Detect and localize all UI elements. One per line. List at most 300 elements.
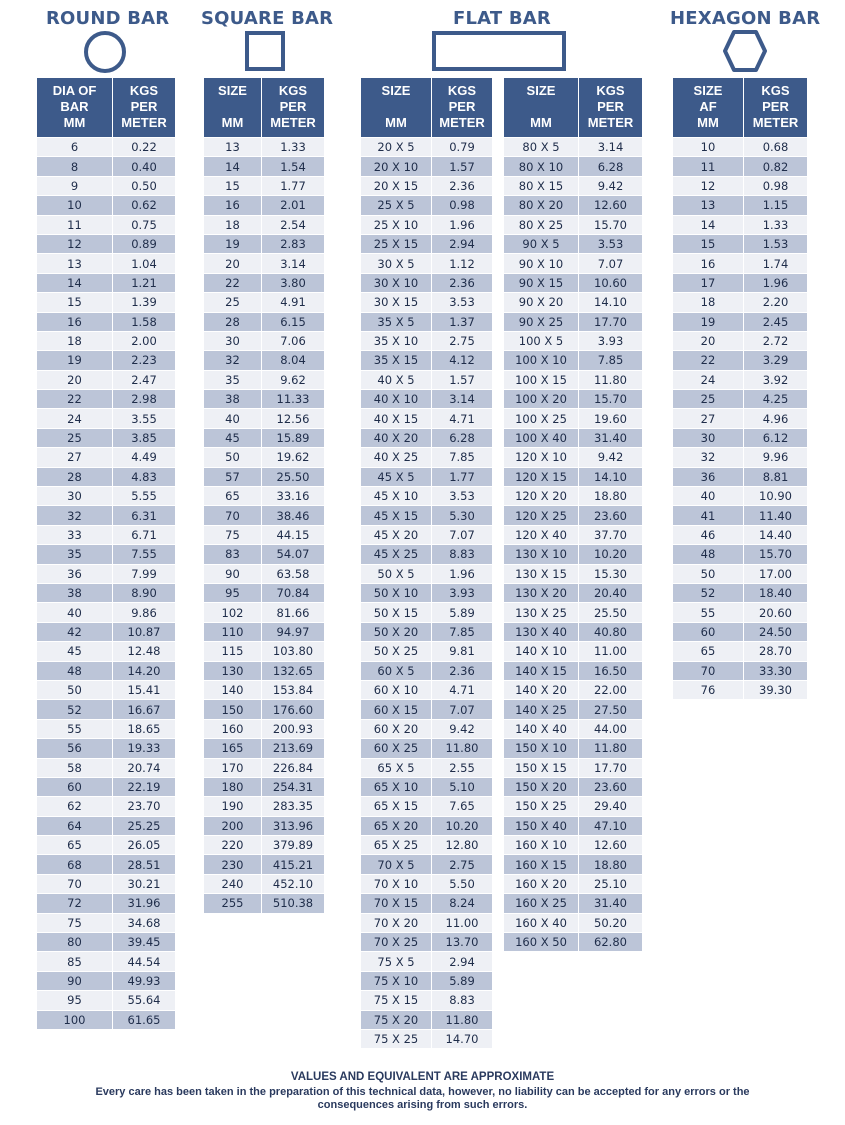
size-cell: 65 xyxy=(37,836,112,855)
disclaimer-text: Every care has been taken in the preparation of this technical data, however, no liability can be accepted for any errors or the consequences arising from such errors. xyxy=(95,1086,750,1111)
size-cell: 45 X 20 xyxy=(361,526,431,545)
size-cell: 14 xyxy=(37,274,112,293)
size-cell: 35 X 5 xyxy=(361,313,431,332)
weight-cell: 62.80 xyxy=(579,933,642,952)
weight-cell: 0.79 xyxy=(432,138,492,157)
weight-cell: 2.54 xyxy=(262,216,324,235)
weight-cell: 7.07 xyxy=(579,254,642,273)
table-row xyxy=(504,235,642,254)
table-row xyxy=(504,371,642,390)
size-cell: 60 X 5 xyxy=(361,662,431,681)
weight-cell: 3.14 xyxy=(432,390,492,409)
size-cell: 200 xyxy=(204,817,261,836)
size-cell: 160 X 15 xyxy=(504,855,578,874)
table-row xyxy=(37,487,175,506)
size-cell: 16 xyxy=(204,196,261,215)
size-cell: 65 xyxy=(673,642,743,661)
size-cell: 14 xyxy=(204,157,261,176)
weight-cell: 9.42 xyxy=(579,448,642,467)
table-row xyxy=(504,720,642,739)
table-row xyxy=(361,254,492,273)
size-cell: 100 X 5 xyxy=(504,332,578,351)
table-row xyxy=(37,720,175,739)
size-cell: 18 xyxy=(37,332,112,351)
weight-cell: 19.60 xyxy=(579,409,642,428)
weight-cell: 11.80 xyxy=(432,1011,492,1030)
size-cell: 70 X 25 xyxy=(361,933,431,952)
table-row xyxy=(673,157,807,176)
table-row xyxy=(37,662,175,681)
size-cell: 56 xyxy=(37,739,112,758)
weight-cell: 6.28 xyxy=(432,429,492,448)
table-row xyxy=(361,409,492,428)
weight-cell: 1.96 xyxy=(744,274,807,293)
table-row xyxy=(204,565,324,584)
size-cell: 19 xyxy=(204,235,261,254)
flat-bar-table-1 xyxy=(360,78,493,1049)
size-cell: 150 X 40 xyxy=(504,817,578,836)
table-row xyxy=(361,274,492,293)
table-row xyxy=(37,914,175,933)
size-cell: 35 xyxy=(204,371,261,390)
flat1-header-size: SIZE MM xyxy=(361,78,431,138)
weight-cell: 1.53 xyxy=(744,235,807,254)
table-row xyxy=(361,623,492,642)
size-cell: 58 xyxy=(37,759,112,778)
weight-cell: 3.14 xyxy=(262,254,324,273)
weight-cell: 33.30 xyxy=(744,662,807,681)
size-cell: 90 X 5 xyxy=(504,235,578,254)
weight-cell: 47.10 xyxy=(579,817,642,836)
weight-cell: 3.55 xyxy=(113,409,175,428)
weight-cell: 3.93 xyxy=(579,332,642,351)
size-cell: 60 X 25 xyxy=(361,739,431,758)
table-row xyxy=(673,487,807,506)
weight-cell: 49.93 xyxy=(113,972,175,991)
weight-cell: 4.96 xyxy=(744,409,807,428)
table-row xyxy=(37,293,175,312)
round-bar-table xyxy=(36,78,176,1030)
table-row xyxy=(504,526,642,545)
table-row xyxy=(504,487,642,506)
weight-cell: 6.12 xyxy=(744,429,807,448)
table-row xyxy=(673,254,807,273)
weight-cell: 44.00 xyxy=(579,720,642,739)
weight-cell: 31.96 xyxy=(113,894,175,913)
weight-cell: 33.16 xyxy=(262,487,324,506)
weight-cell: 20.60 xyxy=(744,603,807,622)
weight-cell: 4.91 xyxy=(262,293,324,312)
weight-cell: 3.93 xyxy=(432,584,492,603)
table-row xyxy=(361,603,492,622)
table-row xyxy=(37,739,175,758)
table-row xyxy=(204,720,324,739)
table-row xyxy=(361,313,492,332)
table-row xyxy=(673,293,807,312)
table-row xyxy=(204,274,324,293)
table-row xyxy=(673,313,807,332)
weight-cell: 25.25 xyxy=(113,817,175,836)
size-cell: 55 xyxy=(673,603,743,622)
weight-cell: 2.36 xyxy=(432,274,492,293)
weight-cell: 12.80 xyxy=(432,836,492,855)
weight-cell: 9.86 xyxy=(113,603,175,622)
size-cell: 75 X 20 xyxy=(361,1011,431,1030)
weight-cell: 1.54 xyxy=(262,157,324,176)
table-row xyxy=(204,662,324,681)
table-row xyxy=(361,739,492,758)
table-row xyxy=(204,642,324,661)
size-cell: 32 xyxy=(204,351,261,370)
table-row xyxy=(361,855,492,874)
size-cell: 38 xyxy=(204,390,261,409)
table-row xyxy=(37,972,175,991)
weight-cell: 2.36 xyxy=(432,177,492,196)
table-row xyxy=(673,603,807,622)
weight-cell: 2.75 xyxy=(432,332,492,351)
table-row xyxy=(504,739,642,758)
table-row xyxy=(504,642,642,661)
weight-cell: 9.62 xyxy=(262,371,324,390)
weight-cell: 4.71 xyxy=(432,409,492,428)
weight-cell: 12.56 xyxy=(262,409,324,428)
table-row xyxy=(361,526,492,545)
weight-cell: 313.96 xyxy=(262,817,324,836)
weight-cell: 2.94 xyxy=(432,235,492,254)
weight-cell: 14.70 xyxy=(432,1030,492,1049)
table-row xyxy=(361,390,492,409)
table-row xyxy=(673,565,807,584)
size-cell: 75 X 15 xyxy=(361,991,431,1010)
table-row xyxy=(361,720,492,739)
size-cell: 130 X 25 xyxy=(504,603,578,622)
weight-cell: 44.54 xyxy=(113,952,175,971)
weight-cell: 11.80 xyxy=(432,739,492,758)
size-cell: 100 X 15 xyxy=(504,371,578,390)
table-row xyxy=(204,681,324,700)
size-cell: 50 xyxy=(204,448,261,467)
table-row xyxy=(673,235,807,254)
table-row xyxy=(204,545,324,564)
table-row xyxy=(204,390,324,409)
size-cell: 180 xyxy=(204,778,261,797)
size-cell: 190 xyxy=(204,797,261,816)
weight-cell: 2.94 xyxy=(432,952,492,971)
weight-cell: 28.51 xyxy=(113,855,175,874)
round-header-weight: KGS PER METER xyxy=(113,78,175,138)
weight-cell: 9.96 xyxy=(744,448,807,467)
weight-cell: 8.83 xyxy=(432,545,492,564)
table-row xyxy=(204,254,324,273)
weight-cell: 3.29 xyxy=(744,351,807,370)
size-cell: 70 xyxy=(673,662,743,681)
table-row xyxy=(37,138,175,157)
size-cell: 16 xyxy=(37,313,112,332)
weight-cell: 1.77 xyxy=(432,468,492,487)
table-row xyxy=(361,952,492,971)
table-row xyxy=(204,875,324,894)
weight-cell: 70.84 xyxy=(262,584,324,603)
size-cell: 42 xyxy=(37,623,112,642)
table-row xyxy=(37,817,175,836)
weight-cell: 3.14 xyxy=(579,138,642,157)
size-cell: 27 xyxy=(37,448,112,467)
weight-cell: 5.50 xyxy=(432,875,492,894)
weight-cell: 94.97 xyxy=(262,623,324,642)
size-cell: 90 X 10 xyxy=(504,254,578,273)
weight-cell: 50.20 xyxy=(579,914,642,933)
table-row xyxy=(361,371,492,390)
size-cell: 120 X 10 xyxy=(504,448,578,467)
table-row xyxy=(204,332,324,351)
table-row xyxy=(673,429,807,448)
weight-cell: 20.40 xyxy=(579,584,642,603)
table-row xyxy=(37,371,175,390)
weight-cell: 9.42 xyxy=(432,720,492,739)
table-row xyxy=(37,836,175,855)
table-row xyxy=(361,914,492,933)
weight-cell: 8.24 xyxy=(432,894,492,913)
weight-cell: 7.85 xyxy=(432,623,492,642)
size-cell: 13 xyxy=(673,196,743,215)
weight-cell: 1.96 xyxy=(432,565,492,584)
table-row xyxy=(504,351,642,370)
flat2-header-size: SIZE MM xyxy=(504,78,578,138)
size-cell: 165 xyxy=(204,739,261,758)
weight-cell: 3.53 xyxy=(432,487,492,506)
table-row xyxy=(361,351,492,370)
size-cell: 35 xyxy=(37,545,112,564)
table-row xyxy=(204,487,324,506)
size-cell: 76 xyxy=(673,681,743,700)
table-row xyxy=(37,177,175,196)
weight-cell: 7.99 xyxy=(113,565,175,584)
table-row xyxy=(204,216,324,235)
weight-cell: 2.75 xyxy=(432,855,492,874)
size-cell: 80 X 25 xyxy=(504,216,578,235)
size-cell: 85 xyxy=(37,952,112,971)
weight-cell: 7.65 xyxy=(432,797,492,816)
table-row xyxy=(673,623,807,642)
weight-cell: 7.06 xyxy=(262,332,324,351)
square-bar-table xyxy=(203,78,325,914)
size-cell: 40 xyxy=(673,487,743,506)
size-cell: 22 xyxy=(673,351,743,370)
size-cell: 70 X 5 xyxy=(361,855,431,874)
table-row xyxy=(673,662,807,681)
table-row xyxy=(361,138,492,157)
weight-cell: 22.00 xyxy=(579,681,642,700)
size-cell: 12 xyxy=(37,235,112,254)
square-header-size: SIZE MM xyxy=(204,78,261,138)
table-row xyxy=(361,991,492,1010)
table-row xyxy=(361,836,492,855)
weight-cell: 1.57 xyxy=(432,157,492,176)
table-row xyxy=(504,274,642,293)
size-cell: 90 X 25 xyxy=(504,313,578,332)
size-cell: 25 X 5 xyxy=(361,196,431,215)
weight-cell: 7.85 xyxy=(579,351,642,370)
table-row xyxy=(504,759,642,778)
size-cell: 70 X 15 xyxy=(361,894,431,913)
size-cell: 120 X 15 xyxy=(504,468,578,487)
table-row xyxy=(504,584,642,603)
table-row xyxy=(673,448,807,467)
weight-cell: 1.57 xyxy=(432,371,492,390)
size-cell: 65 X 5 xyxy=(361,759,431,778)
weight-cell: 40.80 xyxy=(579,623,642,642)
table-row xyxy=(204,506,324,525)
weight-cell: 9.42 xyxy=(579,177,642,196)
flat-bar-table-2 xyxy=(503,78,643,952)
table-row xyxy=(673,177,807,196)
size-cell: 36 xyxy=(673,468,743,487)
size-cell: 35 X 10 xyxy=(361,332,431,351)
weight-cell: 20.74 xyxy=(113,759,175,778)
weight-cell: 27.50 xyxy=(579,700,642,719)
weight-cell: 25.50 xyxy=(579,603,642,622)
table-row xyxy=(361,817,492,836)
size-cell: 22 xyxy=(37,390,112,409)
size-cell: 150 X 15 xyxy=(504,759,578,778)
square-bar-heading: SQUARE BAR xyxy=(201,8,334,29)
table-row xyxy=(37,409,175,428)
size-cell: 150 X 25 xyxy=(504,797,578,816)
weight-cell: 254.31 xyxy=(262,778,324,797)
table-row xyxy=(504,836,642,855)
size-cell: 60 X 15 xyxy=(361,700,431,719)
size-cell: 120 X 40 xyxy=(504,526,578,545)
table-row xyxy=(37,216,175,235)
size-cell: 95 xyxy=(37,991,112,1010)
size-cell: 100 xyxy=(37,1011,112,1030)
table-row xyxy=(37,759,175,778)
weight-cell: 2.98 xyxy=(113,390,175,409)
size-cell: 130 X 20 xyxy=(504,584,578,603)
weight-cell: 6.15 xyxy=(262,313,324,332)
weight-cell: 44.15 xyxy=(262,526,324,545)
table-row xyxy=(204,759,324,778)
table-row xyxy=(361,216,492,235)
table-row xyxy=(504,177,642,196)
weight-cell: 4.12 xyxy=(432,351,492,370)
size-cell: 20 X 5 xyxy=(361,138,431,157)
size-cell: 90 xyxy=(37,972,112,991)
weight-cell: 12.60 xyxy=(579,196,642,215)
size-cell: 28 xyxy=(37,468,112,487)
size-cell: 160 xyxy=(204,720,261,739)
table-row xyxy=(361,429,492,448)
size-cell: 30 xyxy=(204,332,261,351)
weight-cell: 3.53 xyxy=(579,235,642,254)
table-row xyxy=(361,972,492,991)
weight-cell: 5.89 xyxy=(432,972,492,991)
table-row xyxy=(37,351,175,370)
table-row xyxy=(37,603,175,622)
weight-cell: 6.31 xyxy=(113,506,175,525)
size-cell: 240 xyxy=(204,875,261,894)
weight-cell: 8.90 xyxy=(113,584,175,603)
size-cell: 27 xyxy=(673,409,743,428)
size-cell: 80 X 20 xyxy=(504,196,578,215)
hexagon-bar-table xyxy=(672,78,808,700)
table-row xyxy=(673,409,807,428)
size-cell: 40 X 15 xyxy=(361,409,431,428)
size-cell: 130 X 15 xyxy=(504,565,578,584)
weight-cell: 3.85 xyxy=(113,429,175,448)
weight-cell: 3.92 xyxy=(744,371,807,390)
table-row xyxy=(361,157,492,176)
table-row xyxy=(361,235,492,254)
weight-cell: 29.40 xyxy=(579,797,642,816)
table-row xyxy=(37,429,175,448)
size-cell: 45 X 5 xyxy=(361,468,431,487)
table-row xyxy=(37,584,175,603)
weight-cell: 0.50 xyxy=(113,177,175,196)
flat-bar-heading: FLAT BAR xyxy=(453,8,551,29)
size-cell: 100 X 10 xyxy=(504,351,578,370)
table-row xyxy=(673,681,807,700)
table-row xyxy=(204,429,324,448)
size-cell: 170 xyxy=(204,759,261,778)
size-cell: 140 X 40 xyxy=(504,720,578,739)
size-cell: 75 xyxy=(37,914,112,933)
size-cell: 140 xyxy=(204,681,261,700)
table-row xyxy=(504,797,642,816)
weight-cell: 7.85 xyxy=(432,448,492,467)
weight-cell: 10.60 xyxy=(579,274,642,293)
size-cell: 32 xyxy=(37,506,112,525)
table-row xyxy=(37,855,175,874)
table-row xyxy=(361,759,492,778)
table-row xyxy=(361,293,492,312)
table-row xyxy=(37,332,175,351)
table-row xyxy=(204,584,324,603)
table-row xyxy=(504,894,642,913)
weight-cell: 18.80 xyxy=(579,487,642,506)
weight-cell: 61.65 xyxy=(113,1011,175,1030)
table-row xyxy=(504,875,642,894)
size-cell: 70 X 20 xyxy=(361,914,431,933)
table-row xyxy=(673,584,807,603)
table-row xyxy=(204,371,324,390)
table-row xyxy=(361,506,492,525)
size-cell: 70 xyxy=(204,506,261,525)
table-row xyxy=(37,1011,175,1030)
table-row xyxy=(361,894,492,913)
weight-cell: 2.36 xyxy=(432,662,492,681)
table-row xyxy=(37,894,175,913)
size-cell: 95 xyxy=(204,584,261,603)
table-row xyxy=(673,351,807,370)
table-row xyxy=(504,662,642,681)
weight-cell: 176.60 xyxy=(262,700,324,719)
table-row xyxy=(504,933,642,952)
size-cell: 30 xyxy=(673,429,743,448)
weight-cell: 4.25 xyxy=(744,390,807,409)
weight-cell: 2.83 xyxy=(262,235,324,254)
table-row xyxy=(37,274,175,293)
size-cell: 100 X 40 xyxy=(504,429,578,448)
table-row xyxy=(37,526,175,545)
table-row xyxy=(361,875,492,894)
hexagon-header-size: SIZE AF MM xyxy=(673,78,743,138)
size-cell: 160 X 20 xyxy=(504,875,578,894)
weight-cell: 4.49 xyxy=(113,448,175,467)
size-cell: 60 X 20 xyxy=(361,720,431,739)
weight-cell: 8.04 xyxy=(262,351,324,370)
table-row xyxy=(504,138,642,157)
